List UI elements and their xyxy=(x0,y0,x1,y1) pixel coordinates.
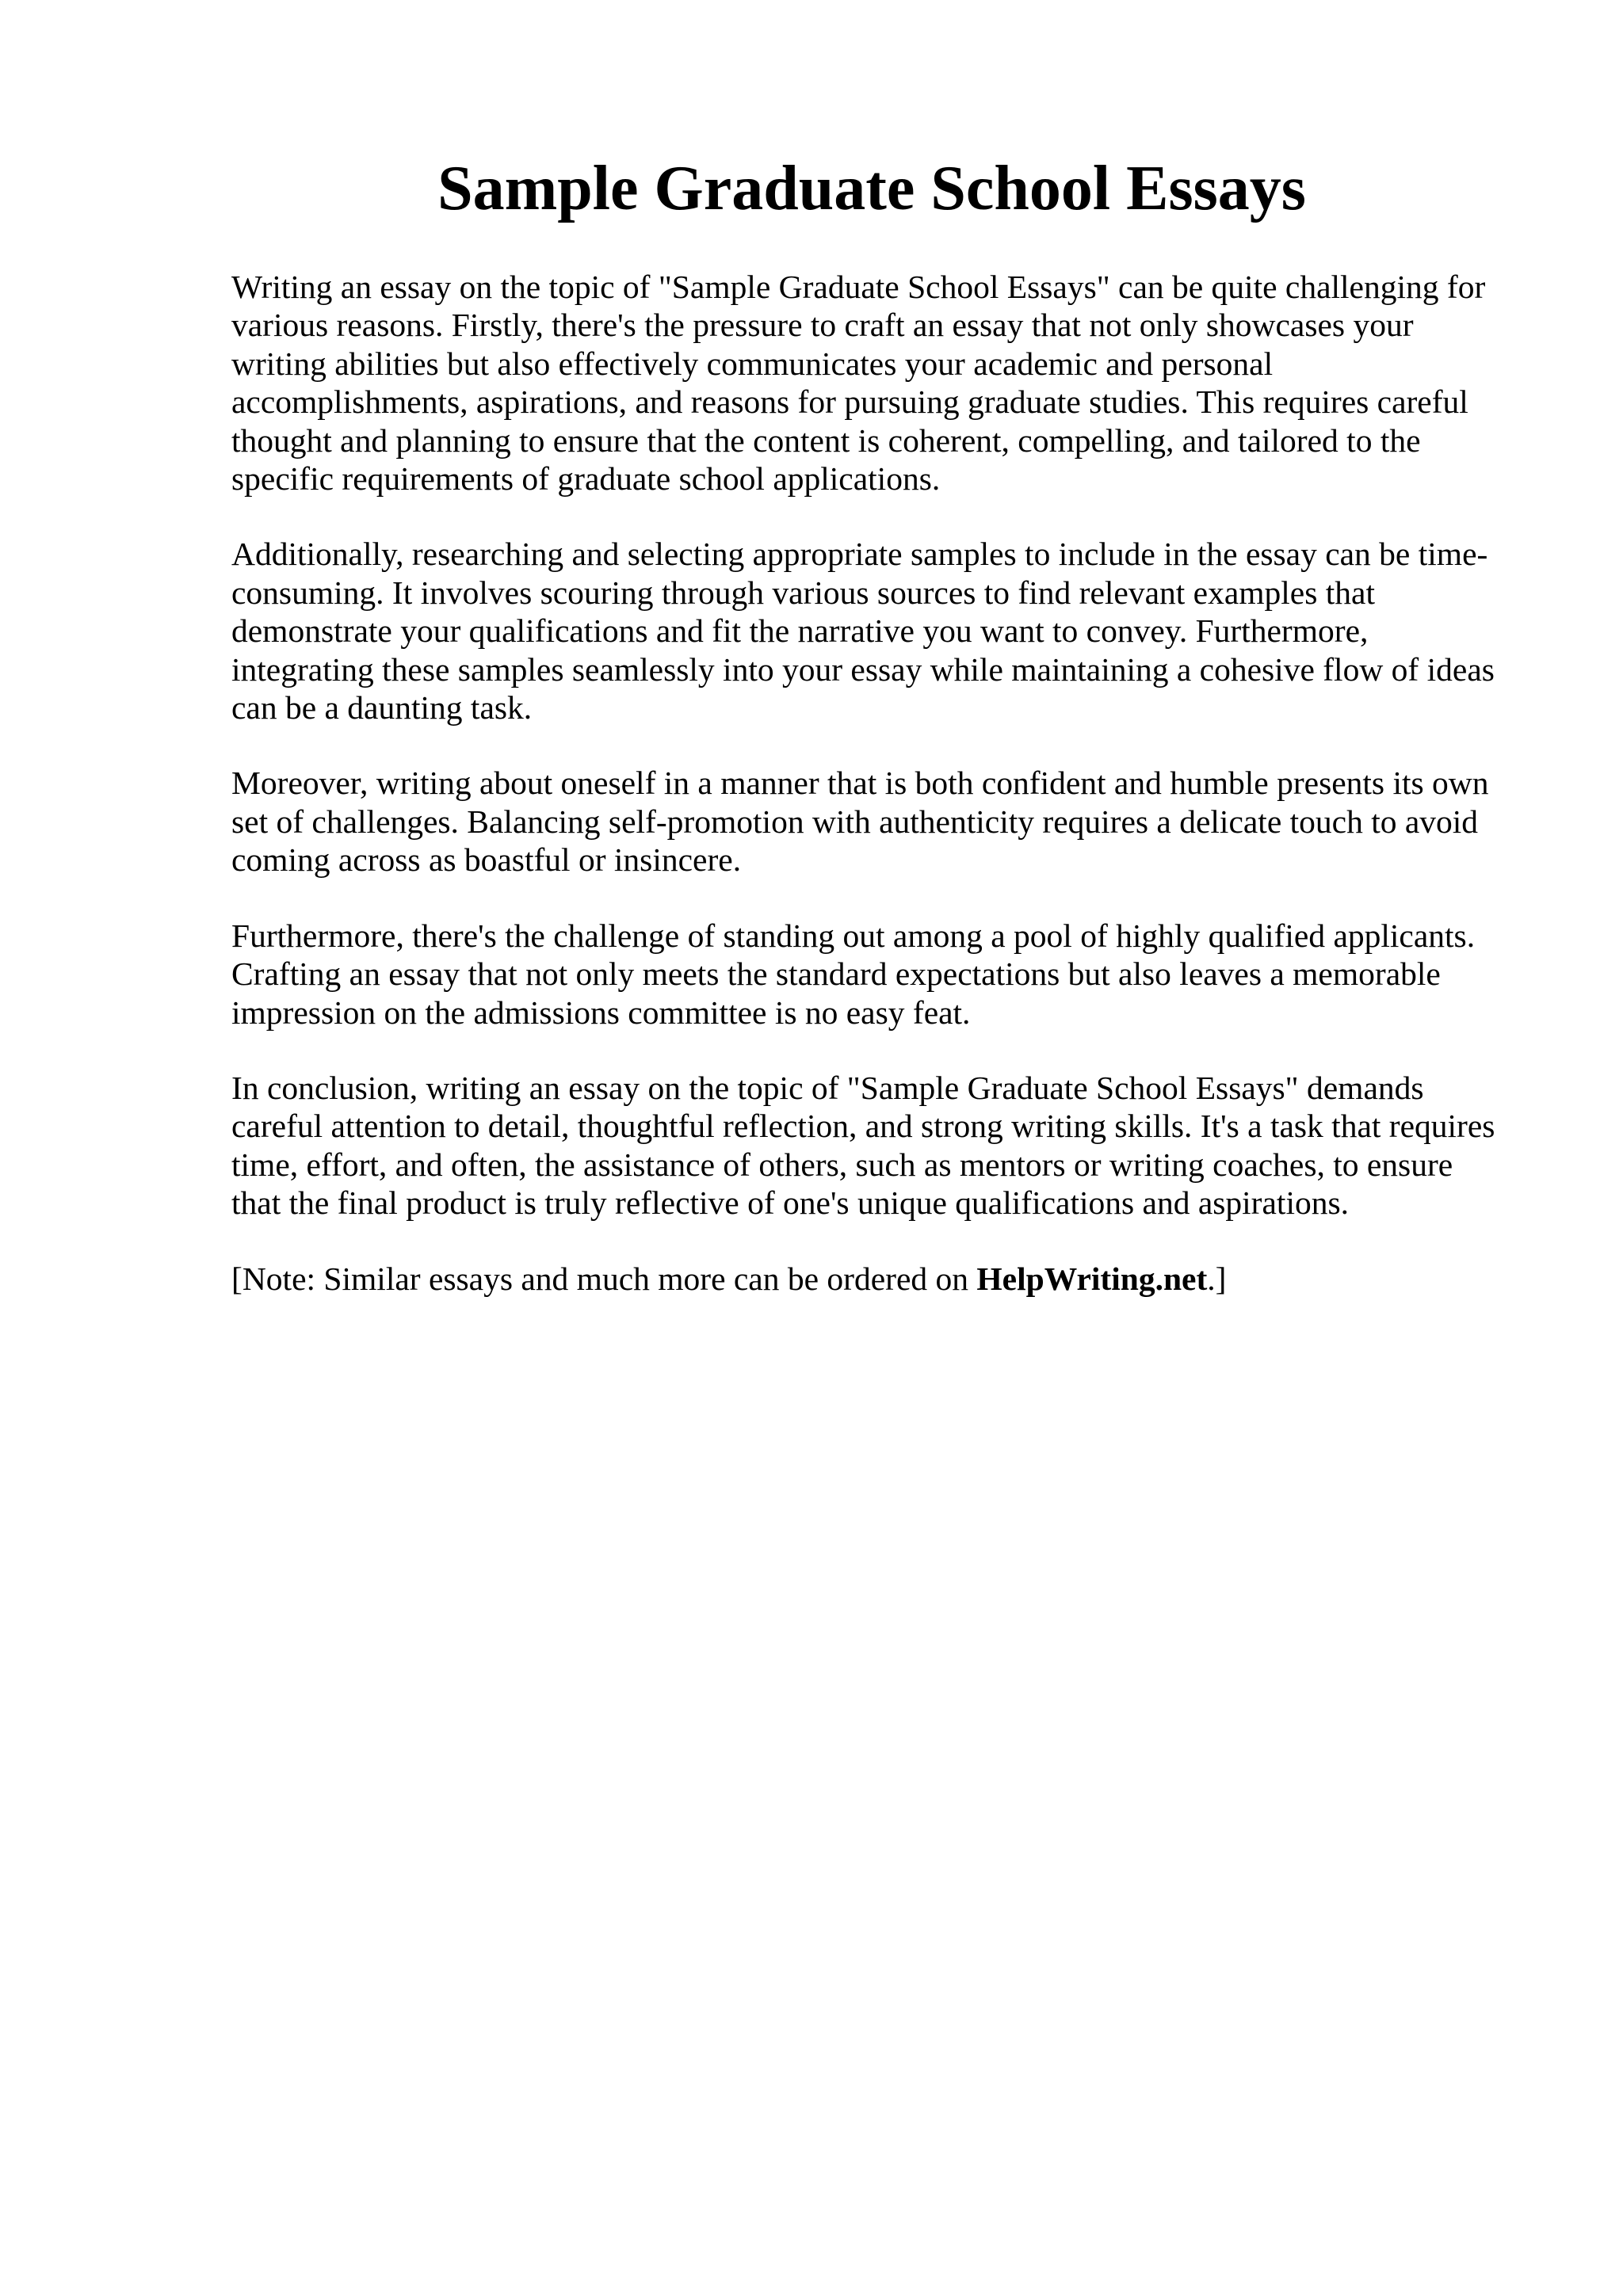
note-prefix: [Note: Similar essays and much more can be ordered on xyxy=(231,1260,977,1297)
paragraph-line: writing abilities but also effectively communicates your academic and personal xyxy=(231,345,1274,382)
paragraph-line: careful attention to detail, thoughtful reflection, and strong writing skills. It's a task that requires xyxy=(231,1108,1495,1145)
paragraph-2 xyxy=(231,535,1499,727)
note-suffix: .] xyxy=(1207,1260,1227,1297)
essay-body xyxy=(231,268,1499,1298)
paragraph-line: In conclusion, writing an essay on the topic of "Sample Graduate School Essays" demands xyxy=(231,1069,1424,1106)
paragraph-line: coming across as boastful or insincere. xyxy=(231,841,742,879)
paragraph-5 xyxy=(231,1069,1499,1222)
paragraph-4 xyxy=(231,917,1499,1032)
paragraph-line: that the final product is truly reflective of one's unique qualifications and aspirations. xyxy=(231,1184,1350,1222)
paragraph-line: Writing an essay on the topic of "Sample Graduate School Essays" can be quite challenging for xyxy=(231,269,1486,305)
paragraph-1 xyxy=(231,268,1499,498)
paragraph-line: set of challenges. Balancing self-promotion with authenticity requires a delicate touch to avoid xyxy=(231,803,1479,840)
ordering-note xyxy=(231,1260,1499,1298)
paragraph-line: consuming. It involves scouring through various sources to find relevant examples that xyxy=(231,574,1375,611)
paragraph-line: Additionally, researching and selecting appropriate samples to include in the essay can be time- xyxy=(231,536,1488,573)
paragraph-line: Crafting an essay that not only meets the standard expectations but also leaves a memorable xyxy=(231,955,1441,993)
paragraph-line: Furthermore, there's the challenge of standing out among a pool of highly qualified applicants. xyxy=(231,917,1476,954)
paragraph-line: time, effort, and often, the assistance of others, such as mentors or writing coaches, to ensure xyxy=(231,1146,1453,1183)
paragraph-line: Moreover, writing about oneself in a manner that is both confident and humble presents its own xyxy=(231,765,1489,802)
paragraph-line: demonstrate your qualifications and fit the narrative you want to convey. Furthermore, xyxy=(231,612,1369,650)
paragraph-line: specific requirements of graduate school applications. xyxy=(231,460,941,498)
paragraph-line: various reasons. Firstly, there's the pressure to craft an essay that not only showcases your xyxy=(231,307,1414,344)
paragraph-line: can be a daunting task. xyxy=(231,689,533,727)
paragraph-line: accomplishments, aspirations, and reasons for pursuing graduate studies. This requires careful xyxy=(231,383,1468,421)
paragraph-line: thought and planning to ensure that the content is coherent, compelling, and tailored to the xyxy=(231,421,1421,459)
helpwriting-link[interactable]: HelpWriting.net xyxy=(976,1260,1208,1297)
page-title: Sample Graduate School Essays xyxy=(437,154,1306,223)
paragraph-3 xyxy=(231,764,1499,879)
paragraph-line: integrating these samples seamlessly into your essay while maintaining a cohesive flow of ideas xyxy=(231,650,1495,688)
paragraph-line: impression on the admissions committee is no easy feat. xyxy=(231,994,971,1031)
